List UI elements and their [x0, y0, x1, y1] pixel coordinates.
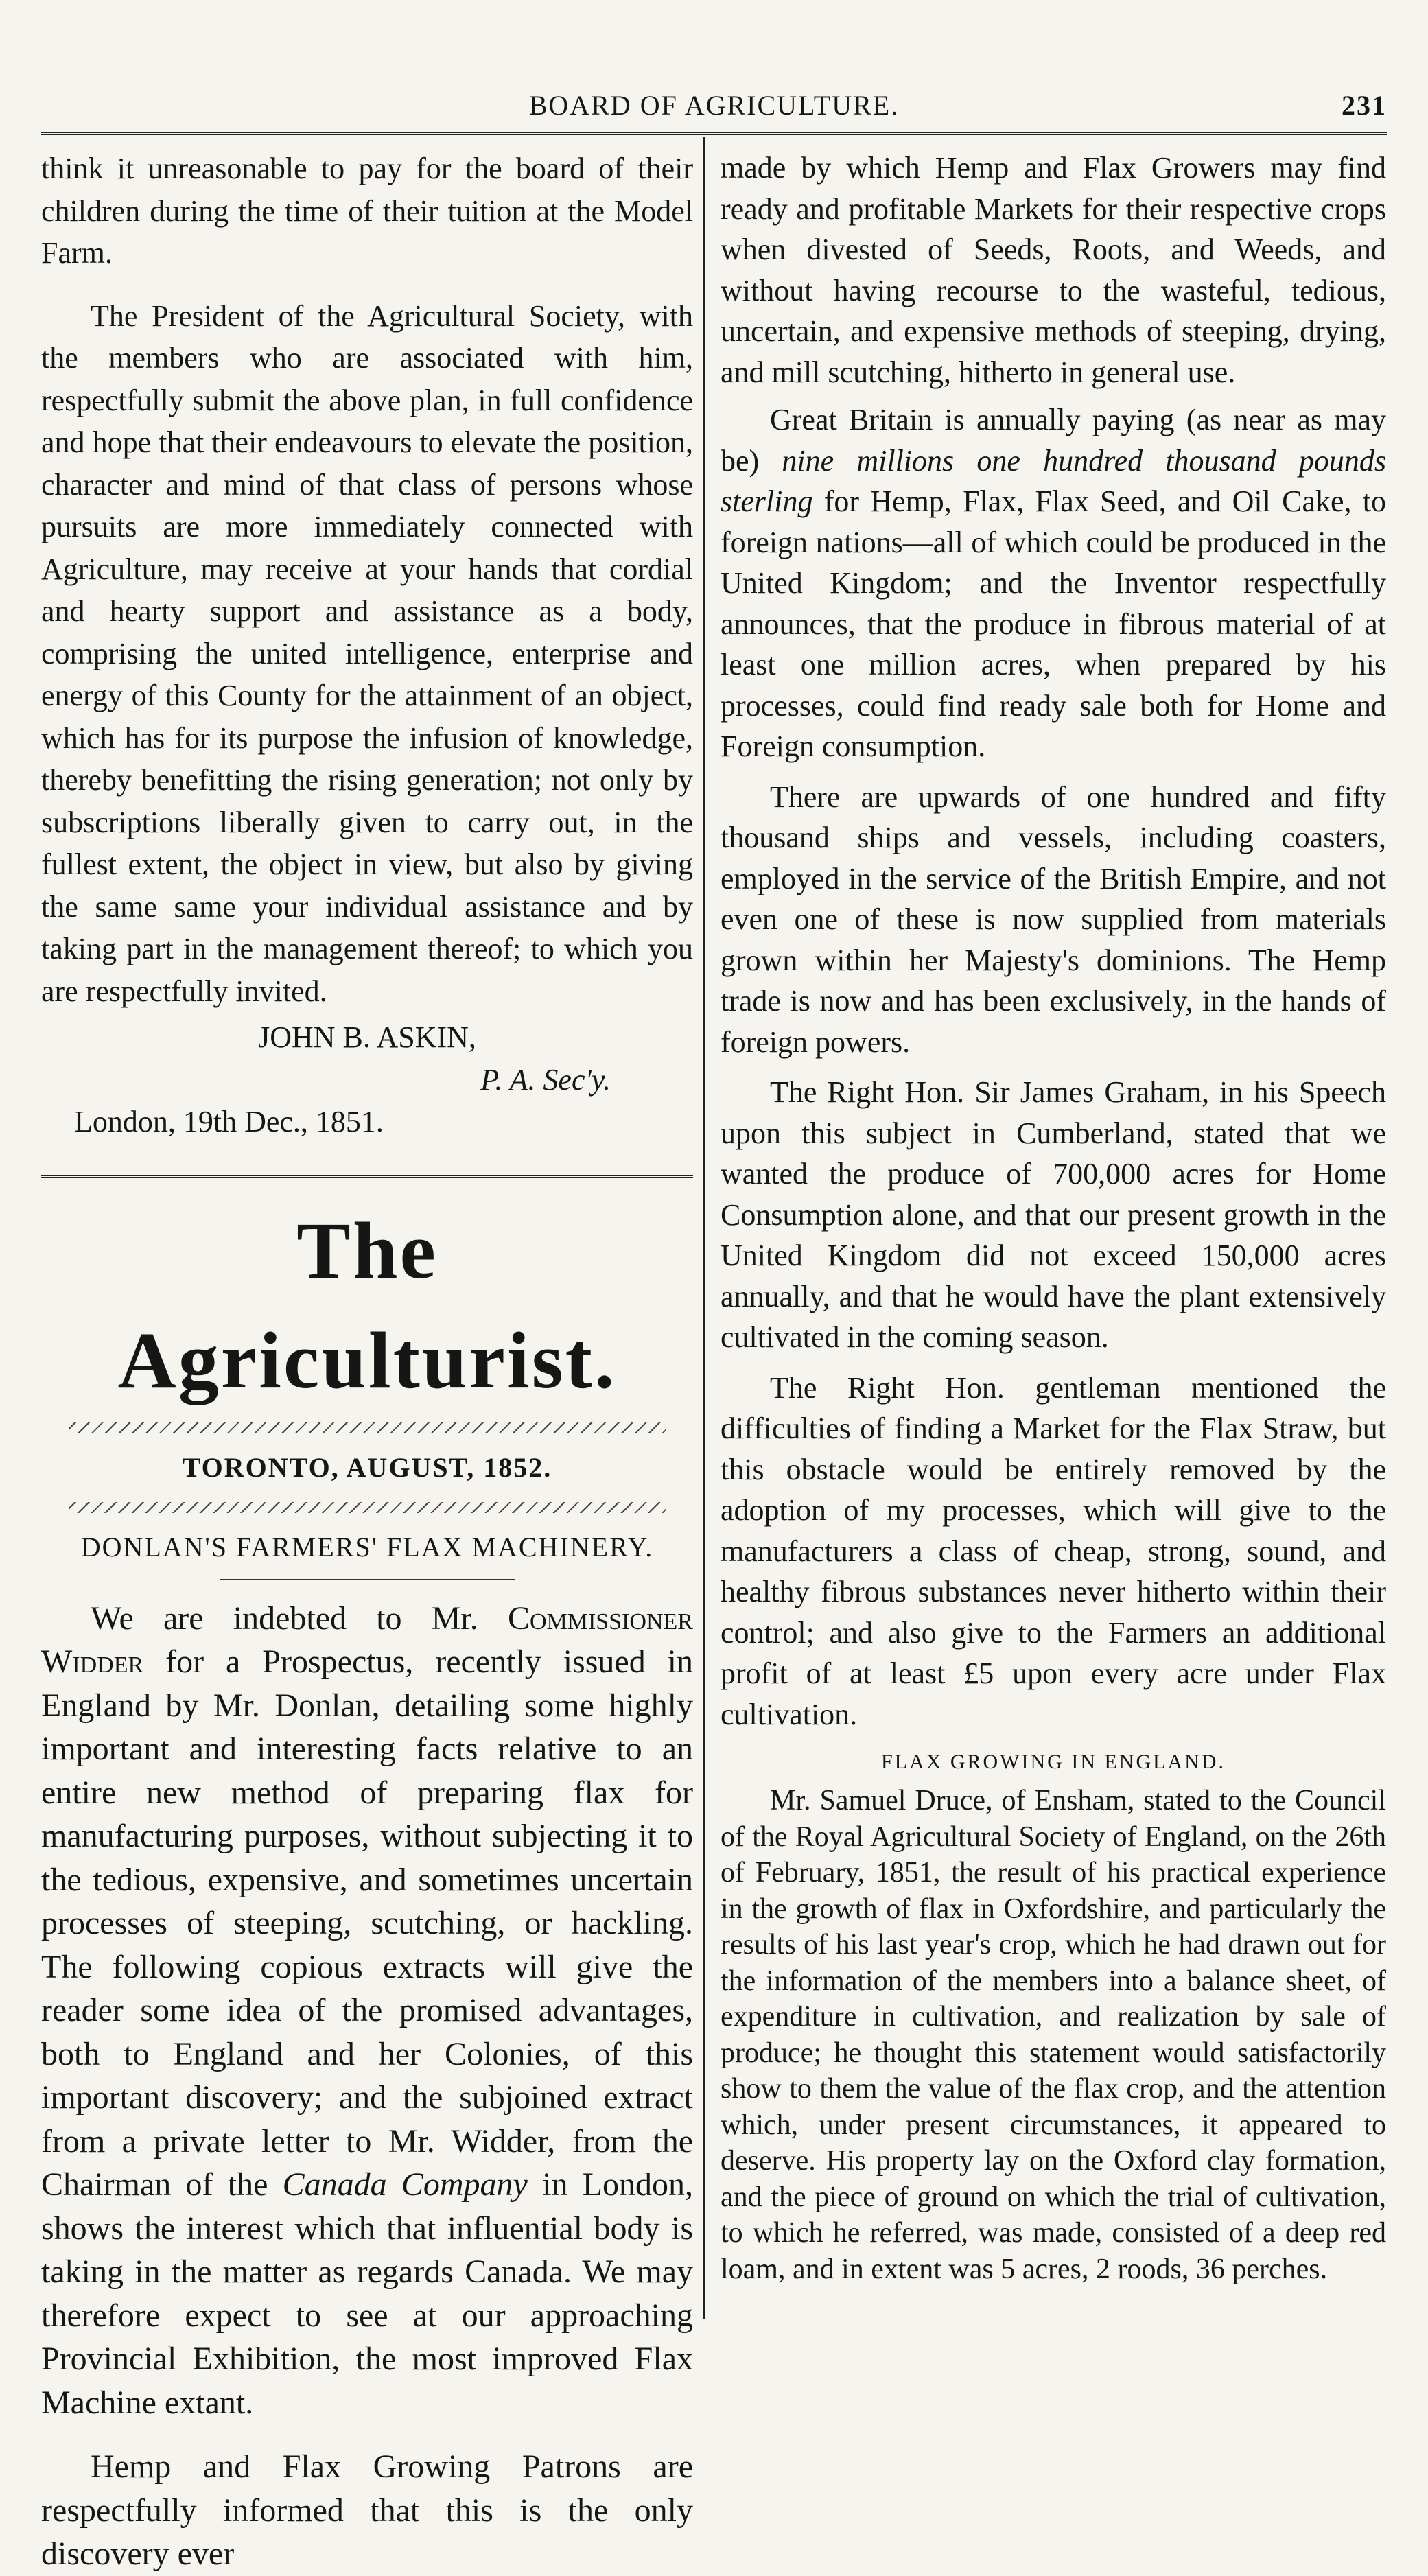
running-title: BOARD OF AGRICULTURE. [528, 90, 900, 121]
article-title: DONLAN'S FARMERS' FLAX MACHINERY. [80, 1531, 654, 1562]
commissioner-name: Commissioner Widder [41, 1600, 693, 1680]
article-paragraph: We are indebted to Mr. Commissioner Widder for a Prospectus, recently issued in England by Mr. Donlan, detailing some highly important and interesting facts relative to an entire new method of preparing flax for manufacturing purposes, without subjecting it to the tedious, expensive, and sometimes uncertain processes of steeping, scutching, or hackling. The following copious extracts will give the reader some idea of the promised advantages, both to England and her Colonies, of this important discovery; and the subjoined extract from a private letter to Mr. Widder, from the Chairman of the Canada Company in London, shows the interest which that influential body is taking in the matter as regards Canada. We may therefore expect to see at our approaching Provincial Exhibition, the most improved Flax Machine extant. [41, 1600, 694, 2421]
signature-title: P. A. Sec'y. [480, 1062, 611, 1097]
paragraph-markets: made by which Hemp and Flax Growers may find ready and profitable Markets for their respective crops when divested of Seeds, Roots, and Weeds, and without having recourse to the wasteful, tedious, uncertain, and expensive methods of steeping, drying, and mill scutching, hitherto in general use. [721, 151, 1386, 389]
signature-name: JOHN B. ASKIN, [258, 1020, 476, 1054]
paragraph-society-plan: The President of the Agricultural Society, with the members who are associated with him, respectfully submit the above plan, in full confidence and hope that their endeavours to elevate the position, character and mind of that class of persons whose pursuits are more immediately connected with Agriculture, may receive at your hands that cordial and hearty support and assistance as a body, comprising the united intelligence, enterprise and energy of this County for the attainment of an object, which has for its purpose the infusion of knowledge, thereby benefitting the rising generation; not only by subscriptions liberally given to carry out, in the fullest extent, the object in view, but also by giving the same same your individual assistance and by taking part in the management thereof; to which you are respectfully invited. [41, 298, 693, 1008]
running-head [41, 89, 1387, 130]
section-heading: FLAX GROWING IN ENGLAND. [881, 1750, 1226, 1773]
paragraph-graham: The Right Hon. Sir James Graham, in his Speech upon this subject in Cumberland, stated that we wanted the produce of 700,000 acres for Home Consumption alone, and that our present growth in the United Kingdom did not exceed 150,000 acres annually, and that he would have the plant extensively cultivated in the coming season. [721, 1075, 1386, 1354]
left-column [41, 148, 693, 2576]
paragraph-market-difficulties: The Right Hon. gentleman mentioned the difficulties of finding a Market for the Flax Straw, but this obstacle would be entirely removed by the adoption of my processes, which will give to the manufacturers a class of cheap, strong, sound, and healthy fibrous substances never hitherto within their control; and also give to the Farmers an additional profit of at least £5 upon every acre under Flax cultivation. [721, 1370, 1386, 1731]
paragraph-continuation: think it unreasonable to pay for the board of their children during the time of their tuition at the Model Farm. [41, 152, 693, 270]
article-paragraph-patrons: Hemp and Flax Growing Patrons are respectfully informed that this is the only discovery ever [41, 2448, 693, 2572]
wavy-rule [69, 1502, 666, 1513]
letter-date: London, 19th Dec., 1851. [74, 1105, 384, 1138]
paragraph-druce: Mr. Samuel Druce, of Ensham, stated to the Council of the Royal Agricultural Society of England, on the 26th of February, 1851, the result of his practical experience in the growth of flax in Oxfordshire, and particularly the results of his last year's crop, which he had drawn out for the information of the members into a balance sheet, of expenditure in cultivation, and realization by sale of produce; he thought this statement would satisfactorily show to them the value of the flax crop, and the attention which, under present circumstances, it appeared to deserve. His property lay on the Oxford clay formation, and the piece of ground on which the trial of cultivation, to which he referred, was made, consisted of a deep red loam, and in extent was 5 acres, 2 roods, 36 perches. [721, 1785, 1386, 2285]
header-rule [41, 132, 1387, 135]
paragraph-great-britain: Great Britain is annually paying (as near as may be) nine millions one hundred thousand pounds sterling for Hemp, Flax, Flax Seed, and Oil Cake, to foreign nations—all of which could be produced in the United Kingdom; and the Inventor respectfully announces, that the produce in fibrous material of at least one million acres, when prepared by his processes, could find ready sale both for Home and Foreign consumption. [721, 403, 1386, 763]
page-number: 231 [1342, 90, 1387, 121]
column-divider [703, 137, 705, 2319]
section-separator [41, 1175, 693, 1178]
sum-italic: nine millions one hundred thousand pounds sterling [721, 443, 1386, 518]
wavy-rule [69, 1422, 666, 1433]
masthead: The Agriculturist. [117, 1205, 617, 1405]
title-rule [220, 1579, 515, 1580]
right-column [721, 148, 1386, 2287]
canada-company: Canada Company [282, 2166, 528, 2203]
dateline: TORONTO, AUGUST, 1852. [182, 1451, 552, 1483]
paragraph-ships: There are upwards of one hundred and fifty thousand ships and vessels, including coasters, employed in the service of the British Empire, and not even one of these is now supplied from materials grown within her Majesty's dominions. The Hemp trade is now and has been exclusively, in the hands of foreign powers. [721, 780, 1386, 1059]
